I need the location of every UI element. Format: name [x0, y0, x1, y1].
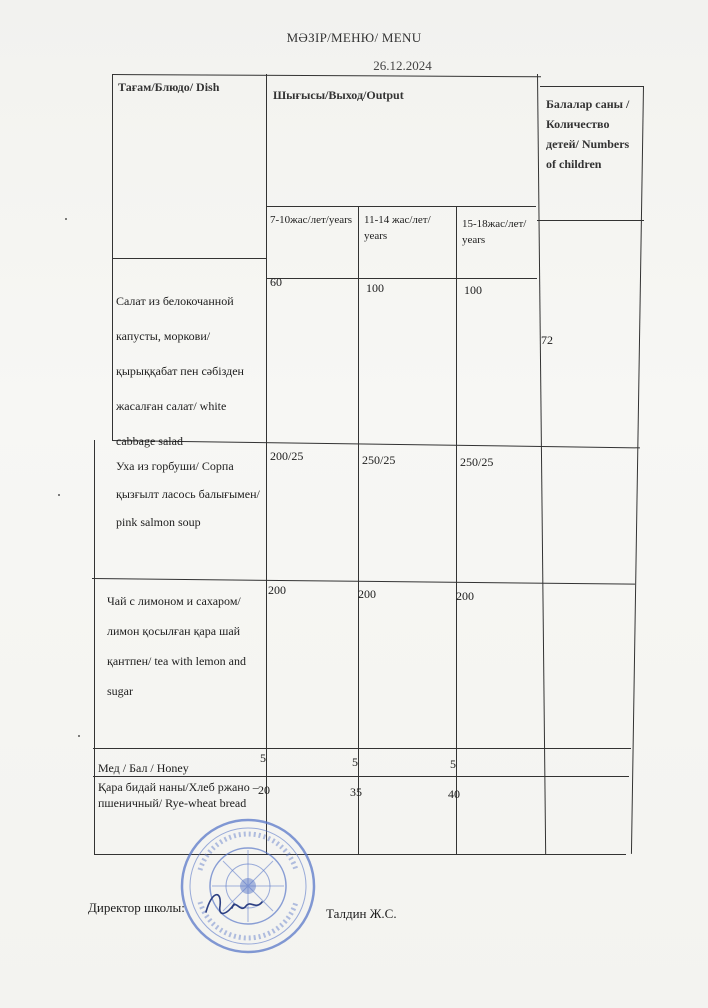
row-divider-header-dish	[112, 258, 267, 259]
row-4-value-11-14: 5	[352, 755, 358, 769]
age-group-7-10: 7-10жас/лет/years	[270, 214, 353, 226]
row-4-dish: Мед / Бал / Honey	[98, 761, 189, 775]
row-2-value-15-18: 250/25	[460, 455, 494, 469]
table-border-top-right	[540, 86, 644, 87]
row-3-value-11-14: 200	[358, 587, 376, 601]
col-line-left-bottom	[94, 440, 95, 854]
row-5-value-7-10: 20	[258, 783, 270, 797]
row-3-dish: Чай с лимоном и сахаром/ лимон қосылған қара шай қантпен/ tea with lemon and sugar	[107, 594, 246, 698]
header-dish: Тағам/Блюдо/ Dish	[118, 80, 220, 94]
row-divider-children	[537, 220, 644, 221]
col-line-1	[266, 74, 267, 854]
row-4-value-15-18: 5	[450, 757, 456, 771]
age-group-11-14: 11-14 жас/лет/ years	[364, 214, 431, 242]
speck	[78, 735, 80, 737]
row-3-value-7-10: 200	[268, 583, 286, 597]
row-5-value-15-18: 40	[448, 787, 460, 801]
row-5-value-11-14: 35	[350, 785, 362, 799]
table-border-bottom	[94, 854, 626, 855]
col-line-3	[456, 206, 457, 854]
row-divider-3	[93, 748, 631, 749]
row-2-value-11-14: 250/25	[362, 453, 396, 467]
table-border-top	[112, 74, 541, 77]
col-line-2	[358, 206, 359, 854]
row-2-dish: Уха из горбуши/ Сорпа қызғылт ласось балығымен/ pink salmon soup	[116, 459, 260, 529]
row-4-value-7-10: 5	[260, 751, 266, 765]
col-line-4	[537, 74, 546, 854]
row-5-dish: Қара бидай наны/Хлеб ржано – пшеничный/ Rye-wheat bread	[98, 780, 259, 810]
document-date: 26.12.2024	[373, 58, 432, 73]
row-3-value-15-18: 200	[456, 589, 474, 603]
row-1-value-11-14: 100	[366, 281, 384, 295]
row-1-value-15-18: 100	[464, 283, 482, 297]
row-1-children: 72	[541, 333, 553, 347]
row-2-value-7-10: 200/25	[270, 449, 304, 463]
director-label: Директор школы:	[88, 900, 185, 915]
speck	[65, 218, 67, 220]
row-divider-subheader	[266, 206, 536, 207]
document-title: МӘЗІР/МЕНЮ/ MENU	[286, 30, 422, 45]
row-divider-4	[93, 776, 629, 777]
col-line-right	[631, 86, 644, 854]
row-1-dish: Салат из белокочанной капусты, моркови/ қырыққабат пен сәбізден жасалған салат/ white cabbage salad	[116, 294, 244, 448]
director-signature	[200, 884, 270, 924]
header-children-count: Балалар саны /Количество детей/ Numbers of children	[546, 97, 630, 171]
age-group-15-18: 15-18жас/лет/ years	[462, 218, 527, 246]
speck	[58, 494, 60, 496]
header-output: Шығысы/Выход/Output	[273, 88, 404, 102]
col-line-left-top	[112, 74, 113, 440]
row-divider-header-values	[266, 278, 537, 279]
director-name: Талдин Ж.С.	[326, 906, 397, 921]
row-1-value-7-10: 60	[270, 275, 282, 289]
row-divider-2	[92, 578, 635, 585]
